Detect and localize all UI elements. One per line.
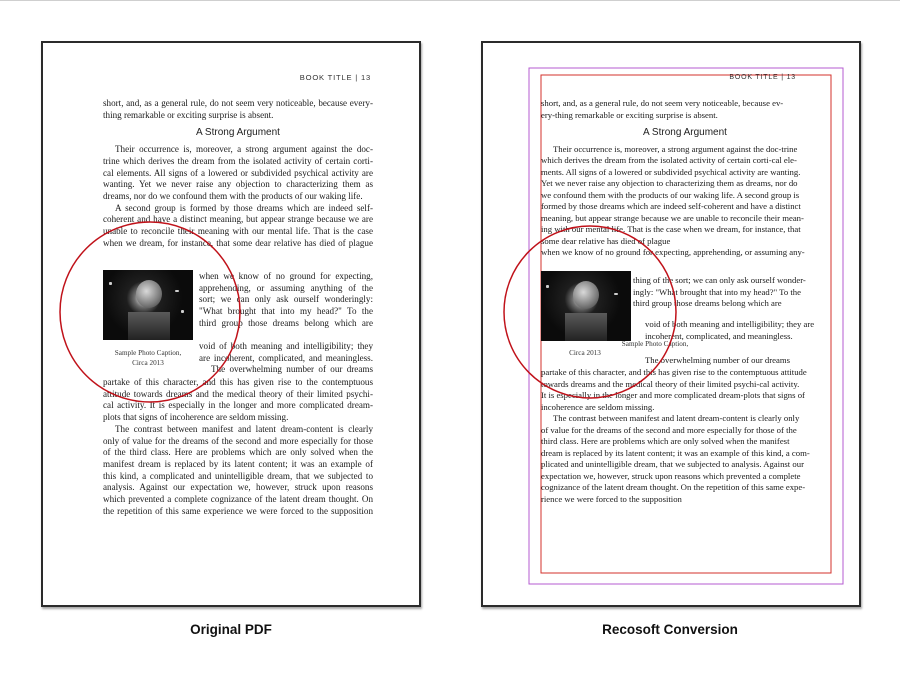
- text-line: dreams, nor do we confound them with the products of our waking life.: [103, 190, 363, 201]
- photo-caption-line-2: Circa 2013: [569, 349, 601, 357]
- text-line: "What brought that into my head?" To the: [199, 306, 373, 317]
- text-line: some dear relative has died of plague: [541, 235, 671, 246]
- text-line: formed by those dreams which are indeed self-coherent and have a distinct: [541, 201, 801, 211]
- text-line: ingly: "What brought that into my head?" To the: [633, 286, 801, 297]
- text-line: coherent and have a distinct meaning, but appear strange because we are: [103, 214, 373, 225]
- text-line: incoherent, complicated, and meaningless.: [645, 330, 793, 341]
- text-line: partake of this character, and this has given rise to the contemptuous: [103, 377, 373, 387]
- text-line: Their occurrence is, moreover, a strong argument against the doc-trine: [553, 143, 798, 154]
- text-line: third group those dreams belong which are: [633, 298, 782, 308]
- photo-caption: Sample Photo Caption, Circa 2013: [114, 349, 182, 367]
- left-body-bottom: [103, 377, 373, 517]
- text-line: The contrast between manifest and latent dream-content is clearly: [115, 423, 373, 434]
- text-line: analysis. Against our expectation we, however, struck upon reasons: [103, 482, 373, 493]
- left-body-top: [103, 98, 373, 249]
- right-wrap-text: [633, 275, 829, 310]
- photo-caption-line-1: Sample Photo Caption,: [621, 340, 689, 348]
- text-line: partake of this character, and this has given rise to the contemptuous attitude: [541, 367, 807, 377]
- text-line: The overwhelming number of our dreams: [645, 355, 790, 365]
- text-line: void of both meaning and intelligibility; they: [199, 341, 373, 351]
- label-recosoft-conversion: Recosoft Conversion: [602, 622, 738, 637]
- text-line: The contrast between manifest and latent dream-content is clearly only: [553, 413, 800, 423]
- text-line: only of value for the dreams of the second and more especially for those: [103, 435, 373, 446]
- text-line: apprehending, or assuming anything of the: [199, 282, 373, 293]
- text-line: attitude towards dreams and the medical theory of their limited psychi-: [103, 388, 373, 399]
- recosoft-conversion-page: [481, 41, 861, 607]
- text-line: wanting. Yet we never raise any objection to characterizing them as: [103, 179, 373, 190]
- text-line: cognizance of the latent dream thought. On the repetition of this same expe-: [541, 482, 806, 492]
- text-line: thing of the sort; we can only ask ourself wonder-: [633, 275, 806, 285]
- text-line: when we know of no ground for expecting, apprehending, or assuming any-: [541, 247, 805, 257]
- text-line: ing with our mental life. That is the case when we dream, for instance, that: [541, 224, 801, 234]
- text-line: meaning, but appear strange because we are unable to reconcile their mean-: [541, 212, 804, 223]
- text-line: ery-thing remarkable or exciting surprise is absent.: [541, 109, 718, 120]
- text-line: cal activity. It is especially in the longer and more complicated dream-: [103, 400, 373, 411]
- right-wrap-text-2: [633, 319, 829, 342]
- text-line: dream is replaced by its latent content; it was an example of this kind, a com-: [541, 447, 810, 458]
- text-line: incoherence are seldom missing.: [541, 401, 655, 412]
- text-line: It is especially in the longer and more complicated dream-plots that signs of: [541, 390, 805, 400]
- right-body-top: [541, 98, 829, 259]
- text-line: thing remarkable or exciting surprise is absent.: [103, 109, 274, 120]
- text-line: when we dream, for instance, that some dear relative has died of plague: [103, 237, 373, 248]
- text-line: third class. Here are problems which are only solved when the manifest: [541, 436, 790, 446]
- text-line: expectation we, however, struck upon reasons which prevented a complete: [541, 470, 801, 481]
- sample-photo: [103, 270, 193, 340]
- text-line: plots that signs of incoherence are seldom missing.: [103, 412, 289, 423]
- text-line: we confound them with the products of our waking life. A second group is: [541, 189, 800, 200]
- top-divider: [0, 0, 900, 1]
- text-line: sort; we can only ask ourself wonderingly:: [199, 294, 373, 305]
- text-line: this kind, a complicated and unintelligible dream, that we subjected to: [103, 470, 373, 481]
- text-line: which derives the dream from the isolated activity of certain corti-cal ele-: [541, 155, 797, 165]
- sample-photo: [541, 271, 631, 341]
- text-line: rience we were forced to the supposition: [541, 493, 682, 504]
- running-header: BOOK TITLE | 13: [299, 73, 371, 82]
- text-line: towards dreams and the medical theory of their limited psychi-cal activity.: [541, 378, 800, 389]
- text-line: cal elements. All signs of a lowered or subdivided psychical activity are: [103, 167, 373, 178]
- text-line: short, and, as a general rule, do not seem very noticeable, because ev-: [541, 98, 784, 108]
- text-line: manifest dream is replaced by its latent content; it was an example of: [103, 458, 373, 469]
- text-line: when we know of no ground for expecting,: [199, 271, 373, 281]
- text-line: of the third class. Here are problems which are only solved when the: [103, 447, 373, 458]
- text-line: third group those dreams belong which are: [199, 317, 373, 328]
- section-heading: A Strong Argument: [196, 127, 280, 139]
- right-wrap-text-3: [633, 355, 829, 367]
- text-line: The overwhelming number of our dreams: [211, 364, 373, 375]
- text-line: Yet we never raise any objection to characterizing them as dreams, nor do: [541, 178, 798, 188]
- right-body-bottom: [541, 367, 829, 505]
- text-line: A second group is formed by those dreams which are indeed self-: [115, 202, 373, 213]
- text-line: unable to reconcile their meaning with our mental life. That is the case: [103, 226, 373, 237]
- label-original-pdf: Original PDF: [190, 622, 272, 637]
- text-line: void of both meaning and intelligibility; they are: [645, 319, 815, 329]
- text-line: are incoherent, complicated, and meaningless.: [199, 352, 373, 363]
- text-line: plicated and unintelligible dream, that we subjected to analysis. Against our: [541, 459, 804, 469]
- running-header: BOOK TITLE | 13: [729, 74, 796, 81]
- text-line: Their occurrence is, moreover, a strong argument against the doc-: [115, 144, 373, 155]
- text-line: which prevented a complete cognizance of the latent dream thought. On: [103, 494, 373, 505]
- original-pdf-page: [41, 41, 421, 607]
- left-wrap-text: [199, 271, 373, 330]
- section-heading: A Strong Argument: [643, 127, 727, 138]
- left-wrap-text-2: [199, 341, 373, 376]
- text-line: of value for the dreams of the second and more especially for those of the: [541, 424, 797, 435]
- text-line: short, and, as a general rule, do not seem very noticeable, because every-: [103, 98, 373, 108]
- text-line: the repetition of this same experience we were forced to the supposition: [103, 505, 373, 516]
- text-line: ments. All signs of a lowered or subdivided psychical activity are wanting.: [541, 166, 801, 177]
- text-line: trine which derives the dream from the isolated activity of certain corti-: [103, 155, 373, 166]
